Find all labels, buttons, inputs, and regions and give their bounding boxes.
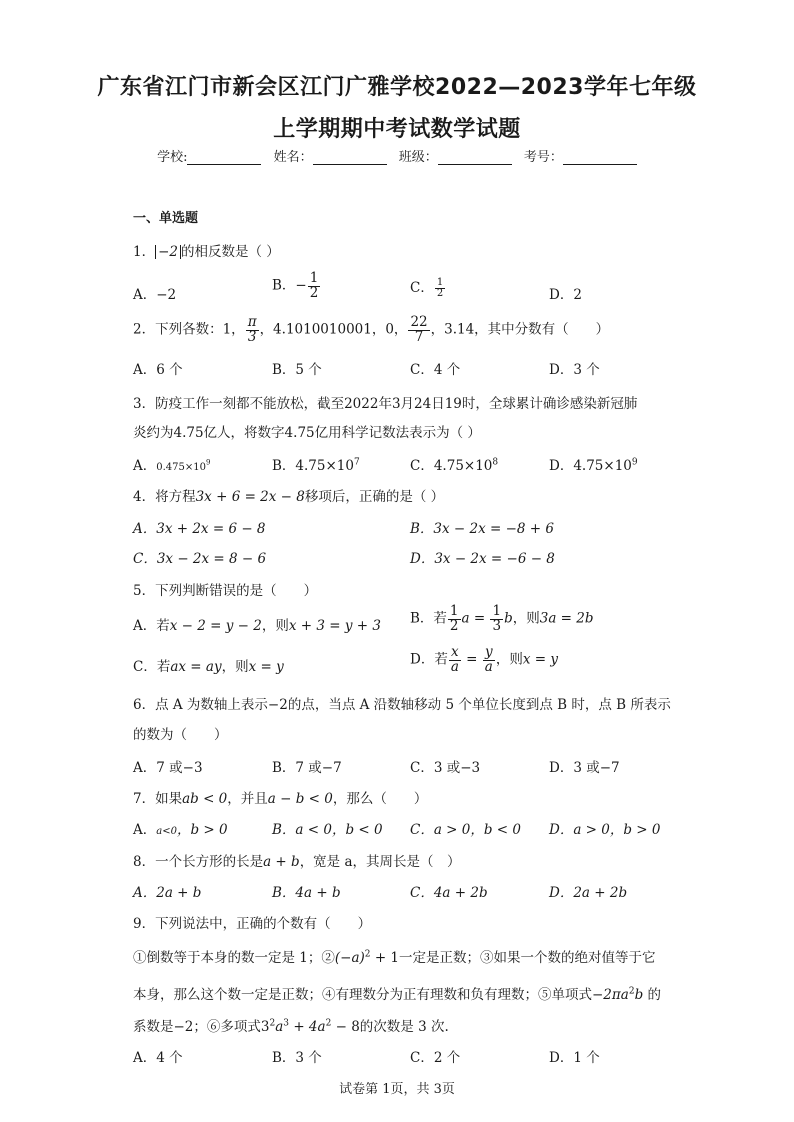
q9-l3-exp-3: 2 <box>325 1018 332 1029</box>
q9-l2-text-c: 的 <box>643 987 662 1003</box>
exam-title-line2: 上学期期中考试数学试题 <box>273 117 521 142</box>
q5-b-var-b: b <box>504 610 513 627</box>
q3-c-base: 4.75×10 <box>433 458 493 474</box>
class-label: 班级： <box>398 150 438 165</box>
q5-c-condition: ax = ay <box>170 659 222 675</box>
q5-a-result: x + 3 = y + 3 <box>288 618 381 634</box>
q1-option-d: D．2 <box>549 287 582 303</box>
q2-text-3: ，3.14，其中分数有（ ） <box>430 321 610 338</box>
q9-l3-coef: 3 <box>260 1019 270 1035</box>
q2-stem <box>133 316 609 344</box>
q3-option-a <box>133 454 210 474</box>
q1-b-numerator: 1 <box>309 270 319 286</box>
q6-option-c: C．3 或−3 <box>410 760 481 776</box>
q5-b-fraction-2 <box>490 605 503 633</box>
q9-l3-exp-1: 2 <box>269 1018 276 1029</box>
q2-f2-numerator: 22 <box>410 314 428 330</box>
q9-l3-term-2: + 4a <box>289 1019 326 1035</box>
q8-text-2: ，宽是 a，其周长是（ ） <box>299 854 461 870</box>
q8-option-d: D．2a + 2b <box>549 885 628 901</box>
q6-option-b: B．7 或−7 <box>272 760 342 776</box>
q9-l3-term-3: − 8 <box>331 1019 360 1035</box>
q1-option-b-fraction <box>308 272 321 300</box>
name-label: 姓名： <box>273 150 313 165</box>
q5-d-fraction-1 <box>449 646 461 674</box>
q5-b-var-a: a <box>461 610 470 627</box>
q2-option-b: B．5 个 <box>272 362 322 378</box>
q5-b-fraction-1 <box>448 605 461 633</box>
q3-stem-line2: 炎约为4.75亿人，将数字4.75亿用科学记数法表示为（ ） <box>133 425 481 441</box>
q9-l2-text-a: 本身，那么这个数一定是正数；④有理数分为正有理数和负有理数；⑤单项式 <box>133 987 592 1003</box>
q7-option-a <box>133 818 228 838</box>
q1-option-c-fraction <box>435 278 445 299</box>
q4-option-a: A．3x + 2x = 6 − 8 <box>133 521 266 537</box>
q9-l3-text-b: 的次数是 3 次. <box>359 1019 449 1035</box>
q5-d-then: ，则 <box>495 651 523 668</box>
q3-b-exponent: 7 <box>353 457 360 468</box>
q9-l1-text-b: + 1一定是正数；③如果一个数的绝对值等于它 <box>370 950 656 966</box>
q9-statements-line2 <box>133 983 661 1003</box>
q4-stem <box>133 485 444 505</box>
q9-option-d: D．1 个 <box>549 1050 600 1066</box>
q9-l2-monomial: −2πa <box>592 987 629 1003</box>
q9-l3-exp-2: 3 <box>283 1018 290 1029</box>
q1-c-denominator: 2 <box>436 288 444 299</box>
q2-fraction-22-7 <box>408 316 429 344</box>
q5-option-c <box>133 655 284 675</box>
q9-l3-text-a: 系数是−2；⑥多项式 <box>133 1019 261 1035</box>
q4-text-2: 移项后，正确的是（ ） <box>304 489 445 505</box>
q5-a-condition: x − 2 = y − 2 <box>169 618 262 634</box>
q7-a-condition-1: a<0 <box>156 826 177 837</box>
q3-d-exponent: 9 <box>631 457 638 468</box>
q8-text-1: 8．一个长方形的长是 <box>133 854 264 870</box>
q3-a-base: 0.475×10 <box>156 462 206 473</box>
exam-number-blank <box>563 152 637 165</box>
q9-statements-line3 <box>133 1015 449 1035</box>
q1-text: 的相反数是（ ） <box>181 244 280 260</box>
name-blank <box>313 152 387 165</box>
q7-text-2: ，并且 <box>227 791 268 807</box>
q7-option-d: D．a > 0，b > 0 <box>549 822 661 838</box>
q5-d-prefix: D．若 <box>410 651 448 668</box>
q7-option-c: C．a > 0，b < 0 <box>410 822 521 838</box>
q3-option-c <box>410 454 498 474</box>
q1-option-c-label: C． <box>410 280 434 296</box>
q2-text-1: 2．下列各数：1， <box>133 321 245 338</box>
q3-c-exponent: 8 <box>492 457 499 468</box>
q5-a-prefix: A．若 <box>133 618 170 634</box>
q3-d-label: D． <box>549 458 574 474</box>
q9-option-c: C．2 个 <box>410 1050 461 1066</box>
q5-d-f2-denominator: a <box>484 658 493 675</box>
q5-b-f1-numerator: 1 <box>449 603 459 619</box>
q8-option-c: C．4a + 2b <box>410 885 488 901</box>
q2-option-d: D．3 个 <box>549 362 600 378</box>
q5-a-then: ，则 <box>261 618 289 634</box>
q5-c-result: x = y <box>248 659 284 675</box>
q8-length: a + b <box>263 854 300 870</box>
q6-option-a: A．7 或−3 <box>133 760 203 776</box>
q9-l1-exponent: 2 <box>364 949 371 960</box>
q7-condition-1: ab < 0 <box>182 791 228 807</box>
q5-d-result: x = y <box>522 651 558 668</box>
q7-stem <box>133 787 427 807</box>
q4-option-b: B．3x − 2x = −8 + 6 <box>410 521 554 537</box>
q6-stem-line2: 的数为（ ） <box>133 727 228 743</box>
q6-option-d: D．3 或−7 <box>549 760 620 776</box>
q7-text-3: ，那么（ ） <box>332 791 428 807</box>
q6-stem-line1: 6．点 A 为数轴上表示−2的点，当点 A 沿数轴移动 5 个单位长度到点 B 时，点 B 所表示 <box>133 697 671 713</box>
q5-d-fraction-2 <box>483 646 495 674</box>
q8-option-a: A．2a + b <box>133 885 202 901</box>
q9-l1-expression: (−a) <box>334 950 365 966</box>
q1-option-b-label: B．− <box>272 277 307 294</box>
class-blank <box>438 152 512 165</box>
q5-b-f1-denominator: 2 <box>449 617 459 634</box>
q1-stem <box>133 240 280 260</box>
q4-text-1: 4．将方程 <box>133 489 196 505</box>
q9-l2-exponent: 2 <box>628 986 635 997</box>
q1-absolute-value: −2 <box>155 245 181 259</box>
q3-b-label: B． <box>272 458 296 474</box>
q2-f1-numerator: π <box>247 314 257 330</box>
q2-option-a: A．6 个 <box>133 362 183 378</box>
q3-a-exponent: 9 <box>205 458 211 467</box>
q5-d-equals: = <box>461 651 482 668</box>
q1-c-numerator: 1 <box>436 277 444 288</box>
q5-b-f2-denominator: 3 <box>492 617 502 634</box>
q4-equation: 3x + 6 = 2x − 8 <box>195 489 305 505</box>
q9-stem: 9．下列说法中，正确的个数有（ ） <box>133 916 372 932</box>
q5-b-result: 3a = 2b <box>539 610 594 627</box>
q9-l1-text-a: ①倒数等于本身的数一定是 1；② <box>133 950 335 966</box>
q7-a-condition-2: ，b > 0 <box>176 822 228 838</box>
school-blank <box>187 152 261 165</box>
q9-option-b: B．3 个 <box>272 1050 322 1066</box>
q5-stem: 5．下列判断错误的是（ ） <box>133 583 318 599</box>
q1-option-c <box>410 276 446 299</box>
q3-option-d <box>549 454 638 474</box>
q7-text-1: 7．如果 <box>133 791 183 807</box>
exam-title-line1: 广东省江门市新会区江门广雅学校2022—2023学年七年级 <box>97 75 697 100</box>
q5-b-prefix: B．若 <box>410 610 447 627</box>
q5-option-b <box>410 605 594 633</box>
q4-option-c: C．3x − 2x = 8 − 6 <box>133 551 267 567</box>
exam-number-label: 考号： <box>523 150 563 165</box>
q5-d-f1-numerator: x <box>451 644 459 660</box>
q5-option-d <box>410 646 558 674</box>
q2-f2-denominator: 7 <box>408 330 429 345</box>
q2-option-c: C．4 个 <box>410 362 461 378</box>
q3-d-base: 4.75×10 <box>573 458 632 474</box>
q7-option-b: B．a < 0，b < 0 <box>272 822 383 838</box>
q1-b-denominator: 2 <box>309 284 319 301</box>
q3-b-base: 4.75×10 <box>295 458 354 474</box>
q5-option-a <box>133 614 381 634</box>
q2-fraction-pi-3 <box>246 316 259 344</box>
q9-statements-line1 <box>133 946 656 966</box>
q7-condition-2: a − b < 0 <box>267 791 333 807</box>
q3-option-b <box>272 454 360 474</box>
q5-c-prefix: C．若 <box>133 659 171 675</box>
q5-b-equals: = <box>469 610 490 627</box>
q7-a-label: A． <box>133 822 157 838</box>
q2-text-2: ，4.1010010001，0， <box>259 321 408 338</box>
q3-a-label: A． <box>133 458 157 474</box>
q4-option-d: D．3x − 2x = −6 − 8 <box>410 551 555 567</box>
section-title: 一、单选题 <box>133 211 199 226</box>
q2-f1-denominator: 3 <box>246 330 259 345</box>
q9-l3-var-a: a <box>275 1019 284 1035</box>
page-footer: 试卷第 1页，共 3页 <box>339 1082 455 1097</box>
q9-l2-var-b: b <box>634 987 644 1003</box>
student-info-row <box>0 146 794 165</box>
q9-option-a: A．4 个 <box>133 1050 183 1066</box>
q5-c-then: ，则 <box>221 659 249 675</box>
school-label: 学校: <box>157 150 188 165</box>
q5-d-f2-numerator: y <box>485 644 493 660</box>
q1-option-b <box>272 272 321 300</box>
q5-b-then: ，则 <box>512 610 540 627</box>
q1-number: 1． <box>133 244 156 260</box>
q8-stem <box>133 850 461 870</box>
q3-stem-line1: 3．防疫工作一刻都不能放松，截至2022年3月24日19时，全球累计确诊感染新冠肺 <box>133 396 638 412</box>
q5-b-f2-numerator: 1 <box>492 603 502 619</box>
q5-d-f1-denominator: a <box>450 658 459 675</box>
q1-option-a: A．−2 <box>133 287 177 303</box>
q8-option-b: B．4a + b <box>272 885 341 901</box>
q3-c-label: C． <box>410 458 434 474</box>
